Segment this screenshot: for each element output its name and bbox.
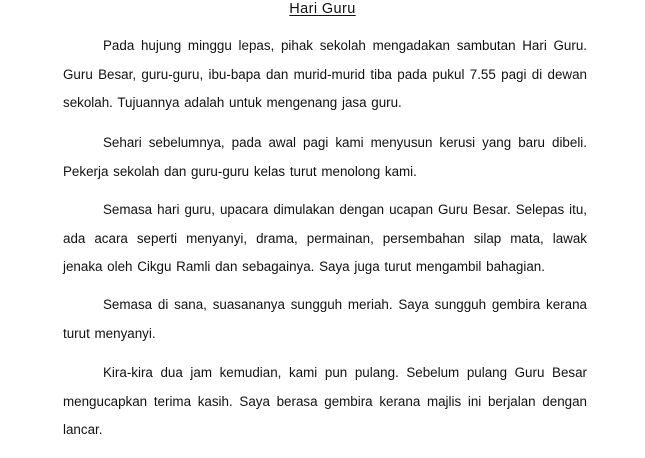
essay-paragraph-4: Semasa di sana, suasananya sungguh meriah. Saya sungguh gembira kerana turut menyanyi. xyxy=(63,297,587,341)
essay-paragraph-3: Semasa hari guru, upacara dimulakan dengan ucapan Guru Besar. Selepas itu, ada acara seperti menyanyi, drama, permainan, persembahan silap mata, lawak jenaka oleh Cikgu Ramli dan sebagainya. Saya juga turut mengambil bahagian. xyxy=(63,202,587,274)
essay-title xyxy=(0,0,645,18)
essay-paragraph-2: Sehari sebelumnya, pada awal pagi kami menyusun kerusi yang baru dibeli. Pekerja sekolah dan guru-guru kelas turut menolong kami. xyxy=(63,135,587,179)
essay-paragraph-5: Kira-kira dua jam kemudian, kami pun pulang. Sebelum pulang Guru Besar mengucapkan terima kasih. Saya berasa gembira kerana majlis ini berjalan dengan lancar. xyxy=(63,365,587,437)
essay-title-text: Hari Guru xyxy=(289,1,356,17)
essay-paragraph-1: Pada hujung minggu lepas, pihak sekolah mengadakan sambutan Hari Guru. Guru Besar, guru-guru, ibu-bapa dan murid-murid tiba pada pukul 7.55 pagi di dewan sekolah. Tujuannya adalah untuk mengenang jasa guru. xyxy=(63,38,587,110)
